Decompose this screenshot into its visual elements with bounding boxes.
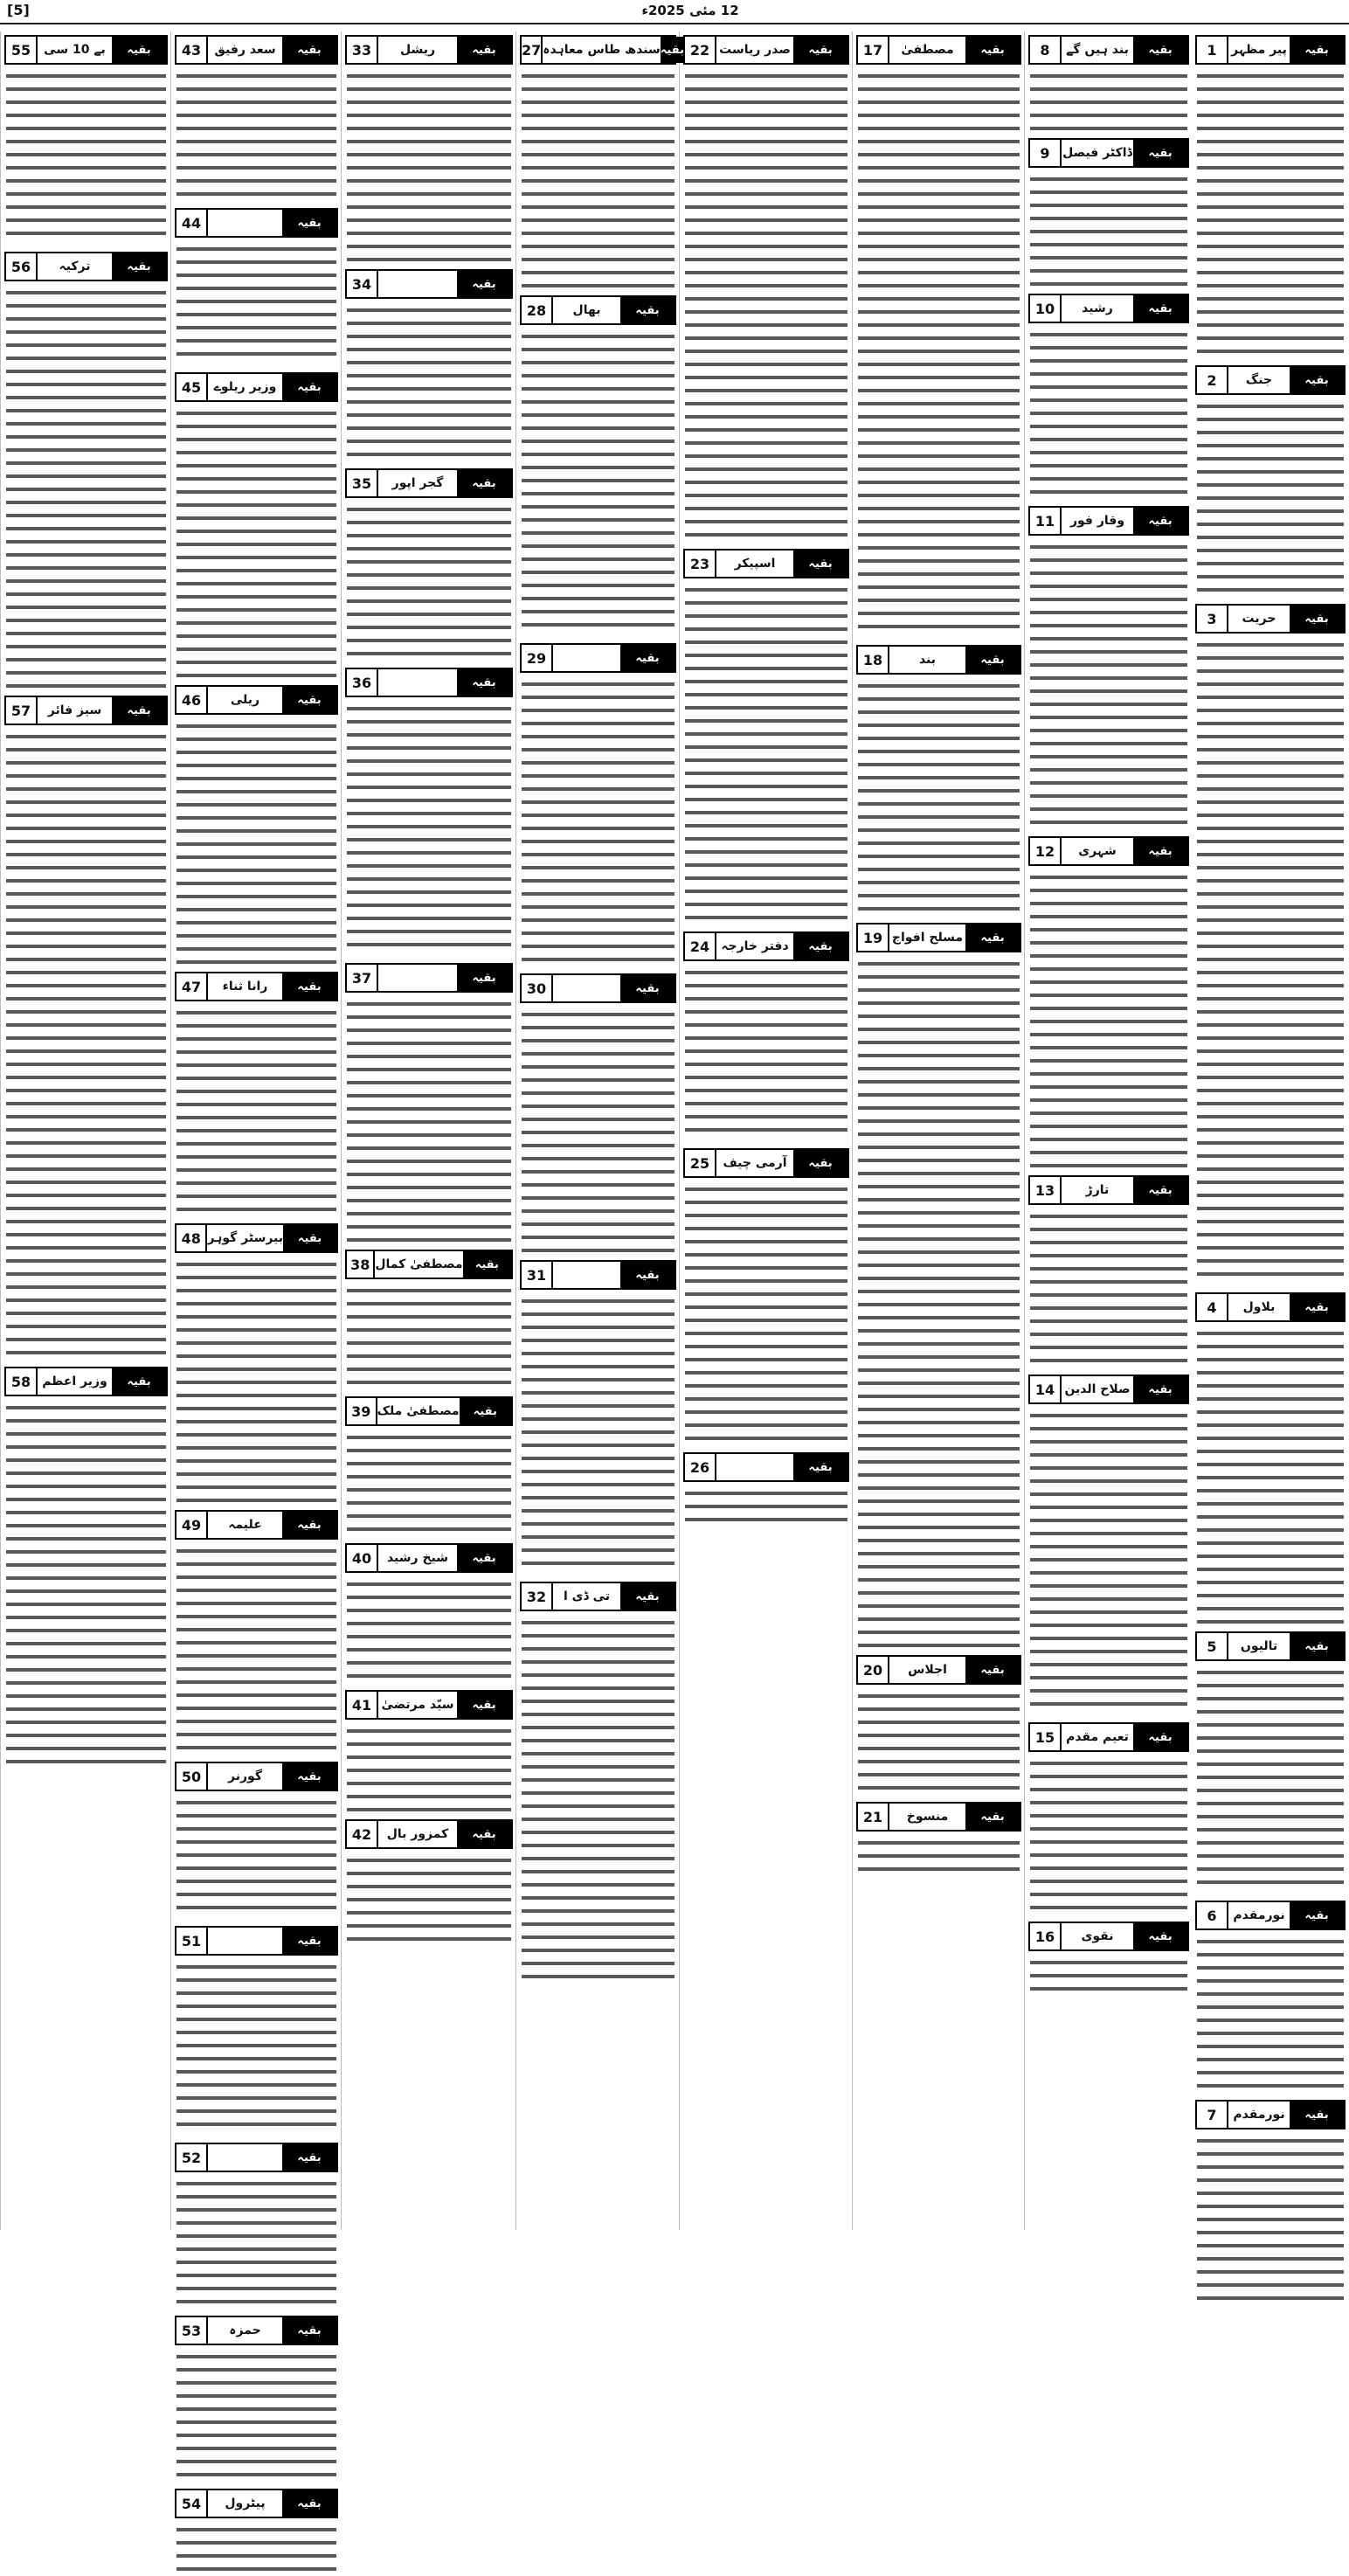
continuation-number: 26 xyxy=(685,1454,716,1480)
continuation-number: 11 xyxy=(1030,508,1062,534)
continuation-title: منسوخ xyxy=(906,1810,949,1824)
continued-tag: بقیہ xyxy=(1290,606,1344,632)
continuation-number: 8 xyxy=(1030,37,1062,63)
continuation-number: 31 xyxy=(522,1262,553,1288)
article-text-block xyxy=(347,998,511,1243)
continuation-number: 56 xyxy=(6,253,38,280)
continuation-title: علیمہ xyxy=(228,1518,262,1532)
column-3 xyxy=(852,31,1025,2230)
article-text-block xyxy=(6,731,166,1360)
continuation-header xyxy=(4,1367,168,1396)
continuation-title: گجر اپور xyxy=(391,476,444,490)
continuation-title: وقار فور xyxy=(1069,514,1125,528)
article-text-block xyxy=(347,503,511,661)
continued-tag: بقیہ xyxy=(457,470,511,496)
continuation-title: ڈاکٹر فیصل xyxy=(1062,146,1132,160)
article-text-block xyxy=(1030,1409,1187,1715)
article-text-block xyxy=(347,1725,511,1812)
continuation-number: 55 xyxy=(6,37,38,63)
continuation-title: ترکیہ xyxy=(59,260,91,274)
continuation-number: 40 xyxy=(347,1545,378,1571)
continuation-header xyxy=(1195,2100,1346,2129)
continuation-header xyxy=(345,35,513,65)
continuation-number: 42 xyxy=(347,1821,378,1847)
column-4 xyxy=(679,31,853,2230)
continued-tag: بقیہ xyxy=(457,37,511,63)
continuation-number: 49 xyxy=(176,1512,208,1538)
continued-tag: بقیہ xyxy=(112,253,166,280)
continuation-number: 46 xyxy=(176,687,208,713)
continuation-number: 7 xyxy=(1197,2102,1228,2128)
continuation-number: 39 xyxy=(347,1398,377,1424)
continuation-title: سندھ طاس معاہدہ xyxy=(543,43,661,57)
continuation-title: نورمقدم xyxy=(1233,1908,1285,1922)
continued-tag: بقیہ xyxy=(282,687,336,713)
continuation-header xyxy=(856,923,1021,952)
continuation-header xyxy=(175,1223,338,1253)
article-text-block xyxy=(522,70,674,288)
continuation-number: 48 xyxy=(176,1225,207,1251)
continuation-header xyxy=(175,2143,338,2172)
article-text-block xyxy=(6,1402,166,1769)
column-1 xyxy=(1192,31,1349,2230)
article-text-block xyxy=(176,720,336,965)
article-text-block xyxy=(347,1578,511,1683)
continued-tag: بقیہ xyxy=(793,933,847,959)
continuation-header xyxy=(1195,1631,1346,1661)
article-text-block xyxy=(176,2524,336,2576)
continuation-header xyxy=(175,685,338,715)
continuation-header xyxy=(175,1762,338,1791)
continuation-title: جنگ xyxy=(1245,373,1273,387)
continued-tag: بقیہ xyxy=(112,1368,166,1395)
column-6 xyxy=(341,31,516,2230)
continuation-title: تالیوں xyxy=(1240,1639,1278,1653)
continuation-number: 51 xyxy=(176,1928,208,1954)
continuation-header xyxy=(175,2316,338,2345)
continuation-number: 28 xyxy=(522,297,553,323)
continuation-header xyxy=(683,549,849,578)
masthead xyxy=(0,0,1349,24)
article-text-block xyxy=(685,1487,847,1522)
continued-tag: بقیہ xyxy=(620,645,674,671)
continuation-title: سیّد مرتضیٰ xyxy=(381,1698,454,1712)
continued-tag: بقیہ xyxy=(457,1821,511,1847)
continuation-header xyxy=(520,1260,676,1290)
continued-tag: بقیہ xyxy=(1133,508,1187,534)
continuation-header xyxy=(1028,1922,1189,1951)
continuation-header xyxy=(1028,294,1189,323)
article-text-block xyxy=(1197,1935,1344,2093)
continuation-title: بلاول xyxy=(1242,1300,1276,1314)
continued-tag: بقیہ xyxy=(1290,1633,1344,1659)
continuation-number: 23 xyxy=(685,551,716,577)
continued-tag: بقیہ xyxy=(282,1928,336,1954)
article-text-block xyxy=(1197,1327,1344,1624)
continuation-header xyxy=(345,1250,513,1279)
continuation-header xyxy=(683,1148,849,1178)
continuation-number: 12 xyxy=(1030,838,1062,864)
page-number: [5] xyxy=(7,2,30,18)
continuation-title: ریشل xyxy=(399,43,436,57)
continuation-number: 57 xyxy=(6,697,38,724)
continued-tag: بقیہ xyxy=(1290,37,1344,63)
continuation-title: ریلی xyxy=(230,693,260,707)
article-text-block xyxy=(176,1258,336,1503)
continuation-number: 24 xyxy=(685,933,716,959)
continuation-title: تعیم مقدم xyxy=(1066,1730,1129,1744)
continuation-number: 33 xyxy=(347,37,378,63)
continuation-number: 34 xyxy=(347,271,378,297)
continuation-title: بھال xyxy=(572,303,601,317)
article-text-block xyxy=(176,1797,336,1919)
continued-tag: بقیہ xyxy=(793,1150,847,1176)
continuation-header xyxy=(1028,138,1189,168)
continuation-header xyxy=(683,35,849,65)
continued-tag: بقیہ xyxy=(112,37,166,63)
article-text-block xyxy=(522,1008,674,1253)
continuation-title: اسپیکر xyxy=(734,557,776,571)
continued-tag: بقیہ xyxy=(661,37,684,63)
continuation-title: بیرسٹر گوہر xyxy=(207,1231,284,1245)
continued-tag: بقیہ xyxy=(1133,37,1187,63)
continued-tag: بقیہ xyxy=(1133,1376,1187,1402)
continuation-header xyxy=(1195,604,1346,634)
continuation-title: پیر مظہر xyxy=(1231,43,1287,57)
continued-tag: بقیہ xyxy=(1290,1902,1344,1929)
continuation-header xyxy=(175,35,338,65)
continuation-number: 44 xyxy=(176,210,208,236)
continuation-header xyxy=(1028,1175,1189,1205)
continuation-number: 43 xyxy=(176,37,208,63)
article-text-block xyxy=(176,70,336,201)
continuation-number: 5 xyxy=(1197,1633,1228,1659)
article-text-block xyxy=(6,287,166,689)
continued-tag: بقیہ xyxy=(620,297,674,323)
continued-tag: بقیہ xyxy=(1290,367,1344,393)
continuation-header xyxy=(345,1690,513,1720)
continuation-number: 1 xyxy=(1197,37,1228,63)
continuation-header xyxy=(856,645,1021,675)
continuation-title: آرمی چیف xyxy=(723,1156,787,1170)
continuation-number: 18 xyxy=(858,647,889,673)
continuation-title: بند ہیں گے xyxy=(1066,43,1129,57)
column-2 xyxy=(1024,31,1193,2230)
continuation-header xyxy=(4,696,168,725)
continued-tag: بقیہ xyxy=(1133,1724,1187,1750)
article-text-block xyxy=(685,70,847,542)
continuation-number: 45 xyxy=(176,374,208,400)
continuation-number: 25 xyxy=(685,1150,716,1176)
article-text-block xyxy=(1030,1210,1187,1368)
article-text-block xyxy=(347,1854,511,1942)
article-text-block xyxy=(685,584,847,924)
article-text-block xyxy=(347,70,511,262)
continuation-number: 53 xyxy=(176,2317,208,2344)
continued-tag: بقیہ xyxy=(1133,295,1187,322)
continuation-header xyxy=(4,35,168,65)
continuation-number: 29 xyxy=(522,645,553,671)
continued-tag: بقیہ xyxy=(457,669,511,696)
continuation-title: حمزہ xyxy=(229,2323,261,2337)
continuation-header xyxy=(520,295,676,325)
article-text-block xyxy=(1030,1956,1187,1991)
continuation-number: 37 xyxy=(347,965,378,991)
continuation-title: سعد رفیق xyxy=(214,43,276,57)
article-text-block xyxy=(685,966,847,1141)
continuation-number: 32 xyxy=(522,1583,553,1610)
continuation-number: 17 xyxy=(858,37,889,63)
continuation-number: 54 xyxy=(176,2490,208,2517)
continued-tag: بقیہ xyxy=(282,1763,336,1790)
continuation-title: اجلاس xyxy=(908,1663,947,1677)
continuation-header xyxy=(520,643,676,673)
article-text-block xyxy=(1030,1757,1187,1915)
continued-tag: بقیہ xyxy=(282,374,336,400)
continuation-title: وزیر اعظم xyxy=(42,1375,107,1388)
continued-tag: بقیہ xyxy=(282,2144,336,2171)
continuation-number: 52 xyxy=(176,2144,208,2171)
article-text-block xyxy=(176,407,336,678)
continuation-title: مصطفیٰ ملک xyxy=(377,1404,460,1418)
continuation-title: دفتر خارجہ xyxy=(721,939,789,953)
continuation-title: کمزور بال xyxy=(386,1827,449,1841)
continuation-title: سیز فائر xyxy=(47,703,102,717)
continuation-title: بند xyxy=(918,653,937,667)
continuation-header xyxy=(856,1802,1021,1832)
article-text-block xyxy=(858,680,1020,916)
continuation-header xyxy=(856,35,1021,65)
continuation-number: 22 xyxy=(685,37,716,63)
continuation-header xyxy=(520,35,684,65)
continued-tag: بقیہ xyxy=(112,697,166,724)
continuation-number: 3 xyxy=(1197,606,1228,632)
continued-tag: بقیہ xyxy=(283,1225,336,1251)
article-text-block xyxy=(1030,70,1187,131)
article-text-block xyxy=(347,1431,511,1536)
continuation-number: 13 xyxy=(1030,1177,1062,1203)
continued-tag: بقیہ xyxy=(463,1251,511,1278)
article-text-block xyxy=(347,1285,511,1389)
continuation-number: 50 xyxy=(176,1763,208,1790)
article-text-block xyxy=(176,1961,336,2136)
continued-tag: بقیہ xyxy=(457,1545,511,1571)
continued-tag: بقیہ xyxy=(282,1512,336,1538)
continuation-number: 14 xyxy=(1030,1376,1062,1402)
article-text-block xyxy=(1197,639,1344,1285)
article-text-block xyxy=(858,1837,1020,1872)
continuation-number: 41 xyxy=(347,1692,378,1718)
continuation-number: 36 xyxy=(347,669,378,696)
article-text-block xyxy=(1197,70,1344,358)
article-text-block xyxy=(522,678,674,966)
article-text-block xyxy=(858,1690,1020,1795)
continued-tag: بقیہ xyxy=(457,965,511,991)
continuation-title: مصطفیٰ کمال xyxy=(375,1257,463,1271)
continued-tag: بقیہ xyxy=(1133,1177,1187,1203)
article-text-block xyxy=(1197,2135,1344,2301)
article-text-block xyxy=(347,703,511,956)
column-8 xyxy=(0,31,171,2230)
continued-tag: بقیہ xyxy=(793,37,847,63)
continuation-header xyxy=(1028,836,1189,866)
continuation-number: 6 xyxy=(1197,1902,1228,1929)
continuation-number: 30 xyxy=(522,975,553,1001)
continuation-header xyxy=(345,1396,513,1426)
continued-tag: بقیہ xyxy=(620,1583,674,1610)
continued-tag: بقیہ xyxy=(620,975,674,1001)
continuation-title: مسلح افواج xyxy=(891,931,964,945)
continuation-number: 10 xyxy=(1030,295,1062,322)
continuation-number: 16 xyxy=(1030,1923,1062,1949)
continuation-header xyxy=(345,269,513,299)
continued-tag: بقیہ xyxy=(457,1692,511,1718)
article-text-block xyxy=(522,1295,674,1575)
article-text-block xyxy=(1030,541,1187,829)
continuation-header xyxy=(1195,35,1346,65)
continuation-header xyxy=(1028,1375,1189,1404)
continuation-header xyxy=(345,963,513,993)
continued-tag: بقیہ xyxy=(282,973,336,1000)
continuation-header xyxy=(345,1819,513,1849)
continuation-number: 35 xyxy=(347,470,378,496)
continuation-header xyxy=(175,372,338,402)
continuation-number: 38 xyxy=(347,1251,375,1278)
continuation-title: نورمقدم xyxy=(1233,2108,1285,2122)
continued-tag: بقیہ xyxy=(282,2317,336,2344)
article-text-block xyxy=(1030,329,1187,499)
continuation-header xyxy=(175,208,338,238)
continued-tag: بقیہ xyxy=(1290,2102,1344,2128)
continuation-number: 27 xyxy=(522,37,543,63)
continuation-number: 47 xyxy=(176,973,208,1000)
continuation-title: رانا ثناء xyxy=(222,980,268,994)
continuation-header xyxy=(175,1510,338,1540)
continued-tag: بقیہ xyxy=(1133,1923,1187,1949)
continuation-number: 19 xyxy=(858,924,889,951)
continued-tag: بقیہ xyxy=(457,271,511,297)
continuation-title: بے 10 سی xyxy=(44,43,106,57)
continued-tag: بقیہ xyxy=(620,1262,674,1288)
continued-tag: بقیہ xyxy=(965,1657,1020,1683)
article-text-block xyxy=(1197,400,1344,597)
continuation-title: صدر ریاست xyxy=(719,43,791,57)
article-text-block xyxy=(1197,1666,1344,1894)
continuation-header xyxy=(345,1543,513,1573)
article-text-block xyxy=(176,2178,336,2309)
article-text-block xyxy=(858,958,1020,1648)
article-text-block xyxy=(347,304,511,461)
continuation-header xyxy=(175,2489,338,2518)
continuation-header xyxy=(345,668,513,697)
continuation-header xyxy=(683,931,849,961)
article-text-block xyxy=(176,243,336,365)
continuation-header xyxy=(4,252,168,281)
article-text-block xyxy=(858,70,1020,638)
continuation-header xyxy=(856,1655,1021,1685)
article-text-block xyxy=(522,1617,674,1984)
continuation-header xyxy=(1195,1292,1346,1322)
continued-tag: بقیہ xyxy=(965,1804,1020,1830)
continuation-title: شہری xyxy=(1078,844,1117,858)
continued-tag: بقیہ xyxy=(282,2490,336,2517)
continued-tag: بقیہ xyxy=(1133,140,1187,166)
continued-tag: بقیہ xyxy=(1290,1294,1344,1320)
continuation-header xyxy=(175,1926,338,1956)
continuation-header xyxy=(683,1452,849,1482)
continuation-title: شیخ رشید xyxy=(386,1551,449,1565)
article-text-block xyxy=(176,1545,336,1755)
continuation-number: 2 xyxy=(1197,367,1228,393)
continued-tag: بقیہ xyxy=(965,647,1020,673)
article-text-block xyxy=(176,1007,336,1216)
continued-tag: بقیہ xyxy=(282,210,336,236)
continuation-title: حریت xyxy=(1242,612,1276,626)
column-5 xyxy=(515,31,684,2230)
continuation-title: رشید xyxy=(1082,301,1113,315)
continuation-header xyxy=(1195,1901,1346,1930)
dateline: 12 مئی 2025ء xyxy=(641,3,739,18)
continued-tag: بقیہ xyxy=(965,924,1020,951)
continuation-number: 15 xyxy=(1030,1724,1062,1750)
article-text-block xyxy=(522,330,674,636)
continuation-header xyxy=(1028,1722,1189,1752)
article-text-block xyxy=(1030,173,1187,287)
article-text-block xyxy=(685,1183,847,1445)
article-text-block xyxy=(1030,871,1187,1168)
continued-tag: بقیہ xyxy=(1133,838,1187,864)
continued-tag: بقیہ xyxy=(793,551,847,577)
continuation-number: 4 xyxy=(1197,1294,1228,1320)
continuation-title: تارڑ xyxy=(1085,1183,1110,1197)
continuation-title: وزیر ریلوے xyxy=(213,380,277,394)
continuation-header xyxy=(1195,365,1346,395)
continuation-title: پیٹرول xyxy=(225,2496,266,2510)
continuation-number: 21 xyxy=(858,1804,889,1830)
column-7 xyxy=(170,31,342,2512)
continuation-title: گورنر xyxy=(228,1769,262,1783)
continued-tag: بقیہ xyxy=(282,37,336,63)
continuation-title: نقوی xyxy=(1081,1929,1114,1943)
article-text-block xyxy=(6,70,166,245)
continuation-number: 20 xyxy=(858,1657,889,1683)
continuation-title: مصطفیٰ xyxy=(901,43,954,57)
continuation-number: 58 xyxy=(6,1368,38,1395)
continued-tag: بقیہ xyxy=(965,37,1020,63)
continuation-header xyxy=(175,972,338,1001)
article-text-block xyxy=(176,2351,336,2482)
continuation-header xyxy=(520,1582,676,1611)
continued-tag: بقیہ xyxy=(460,1398,511,1424)
continuation-title: تی ڈی ا xyxy=(563,1589,611,1603)
continued-tag: بقیہ xyxy=(793,1454,847,1480)
continuation-header xyxy=(345,468,513,498)
continuation-header xyxy=(1028,506,1189,536)
continuation-number: 9 xyxy=(1030,140,1062,166)
continuation-header xyxy=(520,973,676,1003)
continuation-title: صلاح الدین xyxy=(1064,1382,1131,1396)
continuation-header xyxy=(1028,35,1189,65)
